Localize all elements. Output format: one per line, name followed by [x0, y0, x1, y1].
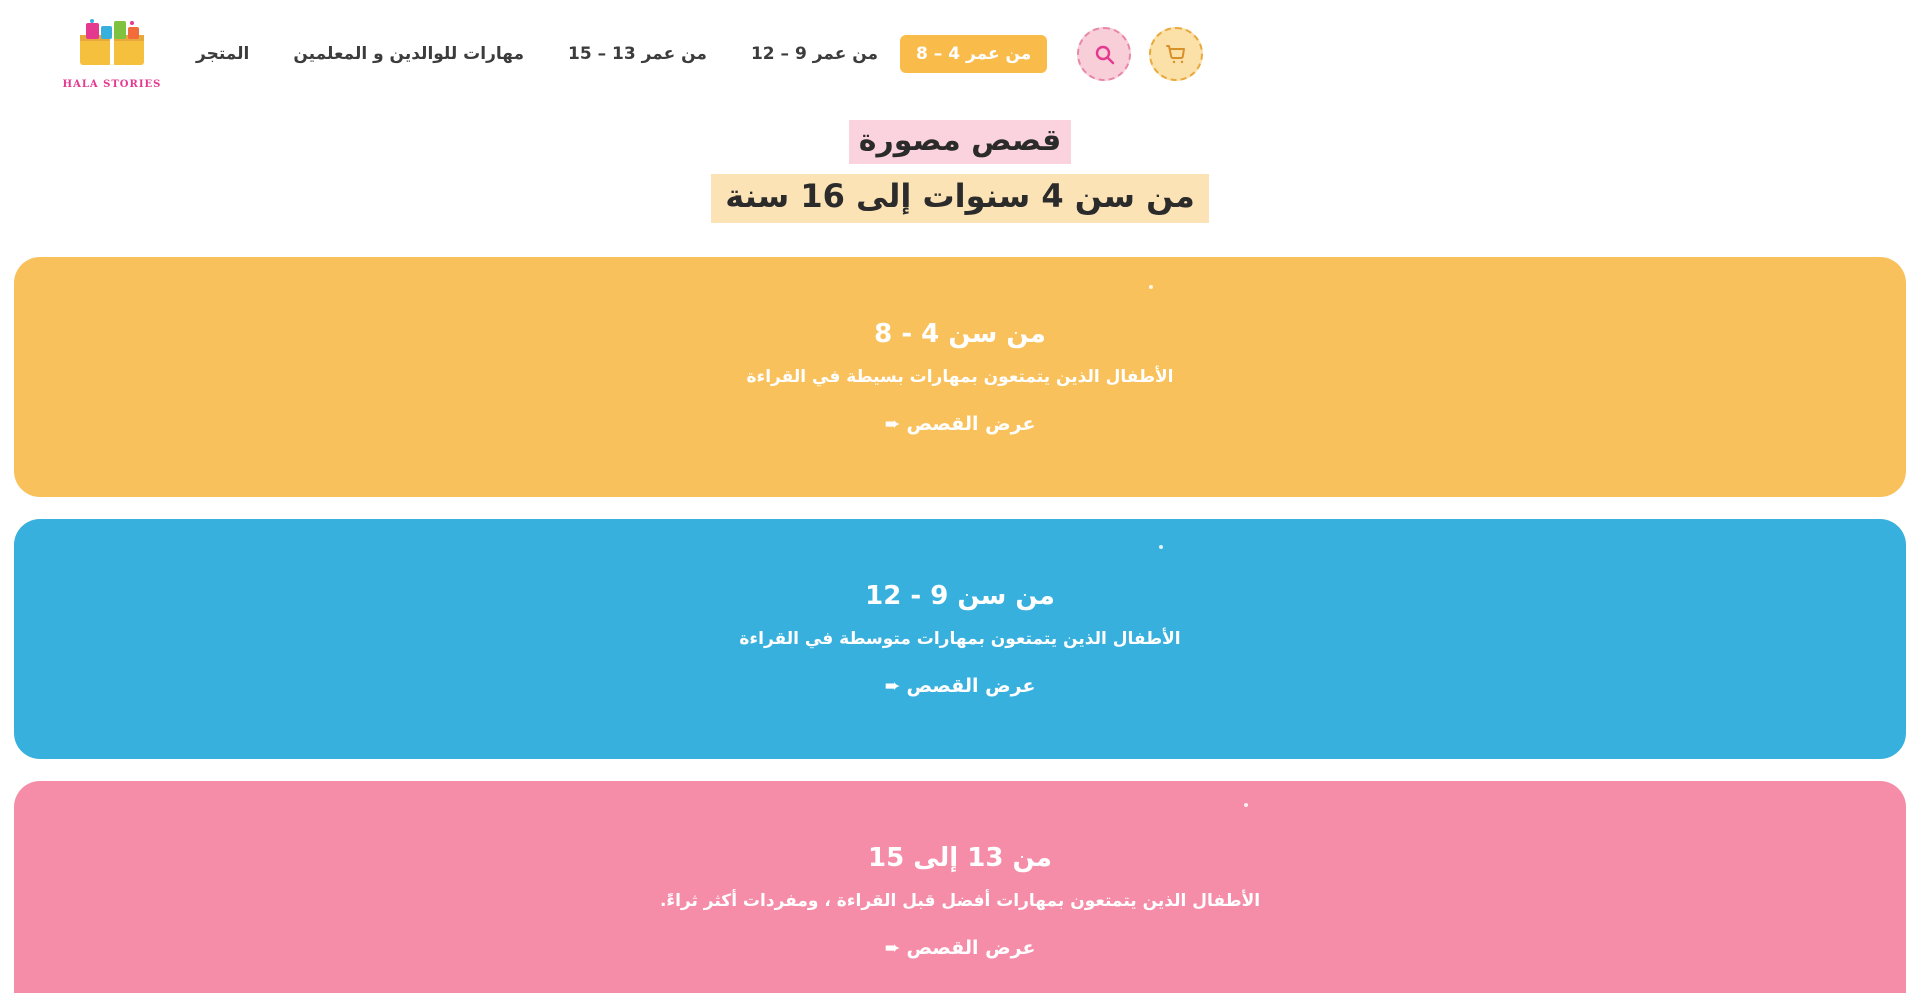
- view-stories-label: عرض القصص: [906, 413, 1036, 436]
- page-title: [0, 120, 1920, 223]
- cart-glyph: [1164, 42, 1188, 66]
- age-card-13-15[interactable]: [14, 781, 1906, 993]
- logo-books-icon: [64, 19, 160, 77]
- age-card-title: من سن 4 - 8: [874, 319, 1046, 350]
- age-card-9-12[interactable]: [14, 519, 1906, 759]
- view-stories-label: عرض القصص: [906, 937, 1036, 960]
- page-title-line-2: من سن 4 سنوات إلى 16 سنة: [711, 174, 1209, 224]
- age-card-4-8[interactable]: [14, 257, 1906, 497]
- site-header: [0, 0, 1920, 108]
- view-stories-label: عرض القصص: [906, 675, 1036, 698]
- nav-item-age-9-12[interactable]: من عمر 9 – 12: [750, 44, 879, 64]
- nav-item-age-13-15[interactable]: من عمر 13 – 15: [568, 44, 707, 64]
- age-card-title: من سن 9 - 12: [865, 581, 1055, 612]
- header-icons: [1077, 27, 1203, 81]
- view-stories-link-9-12[interactable]: [885, 675, 1036, 697]
- age-card-subtitle: الأطفال الذين يتمتعون بمهارات بسيطة في القراءة: [746, 367, 1174, 388]
- decorative-dot: [1244, 803, 1248, 807]
- decorative-dot: [1149, 285, 1153, 289]
- arrow-left-icon: ➨: [884, 675, 901, 698]
- view-stories-link-4-8[interactable]: [885, 413, 1036, 435]
- age-card-subtitle: الأطفال الذين يتمتعون بمهارات أفضل قبل القراءة ، ومفردات أكثر ثراءً.: [659, 891, 1261, 912]
- decorative-dot: [1159, 545, 1163, 549]
- page-title-line-1: قصص مصورة: [849, 120, 1072, 164]
- cart-icon[interactable]: [1149, 27, 1203, 81]
- age-card-title: من 13 إلى 15: [868, 843, 1053, 874]
- age-card-subtitle: الأطفال الذين يتمتعون بمهارات متوسطة في القراءة: [739, 629, 1181, 650]
- age-cards: [0, 257, 1920, 993]
- logo-text: HALA STORIES: [62, 78, 162, 90]
- arrow-left-icon: ➨: [884, 413, 901, 436]
- main-nav: [174, 34, 1047, 74]
- search-glyph: [1092, 42, 1116, 66]
- site-logo[interactable]: [60, 17, 164, 91]
- view-stories-link-13-15[interactable]: [885, 937, 1036, 959]
- arrow-left-icon: ➨: [884, 937, 901, 960]
- search-icon[interactable]: [1077, 27, 1131, 81]
- nav-item-shop[interactable]: المتجر: [196, 44, 250, 64]
- nav-item-age-4-8[interactable]: من عمر 4 – 8: [900, 35, 1047, 73]
- nav-item-parents-teachers-skills[interactable]: مهارات للوالدين و المعلمين: [293, 44, 524, 64]
